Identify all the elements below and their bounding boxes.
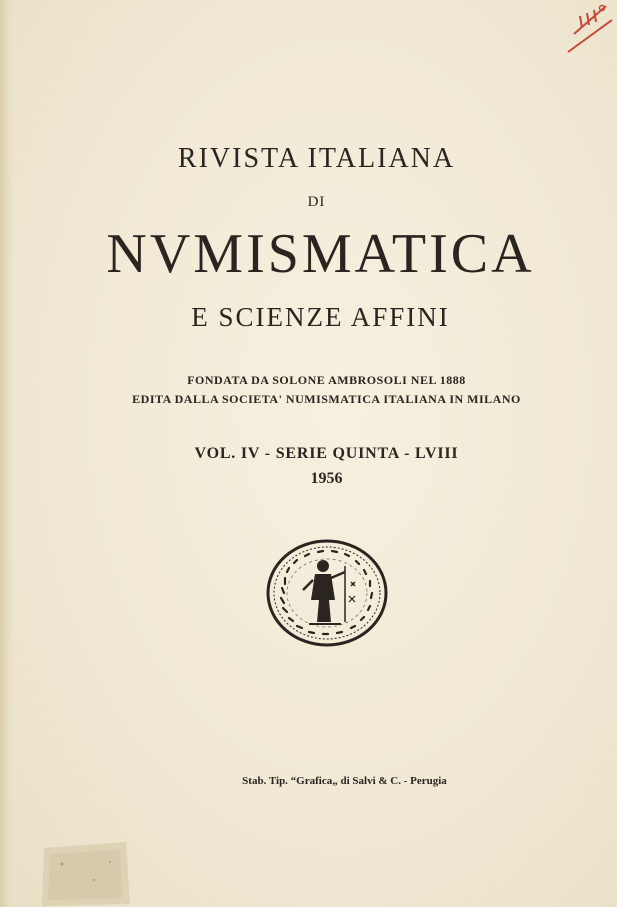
coin-emblem-icon [265,538,389,648]
year-line: 1956 [310,470,343,487]
title-line-di: DI [307,194,326,210]
title-line-scienze: E SCIENZE AFFINI [191,302,450,332]
paper-stain [40,840,132,907]
cover-edge [0,0,14,907]
publisher-line: EDITA DALLA SOCIETA' NUMISMATICA ITALIANA IN MILANO [132,392,521,406]
title-main: NVMISMATICA [106,223,535,285]
volume-line: VOL. IV - SERIE QUINTA - LVIII [194,445,459,462]
title-line-rivista: RIVISTA ITALIANA [177,143,456,174]
printer-imprint: Stab. Tip. “Grafica„ di Salvi & C. - Perugia [242,775,447,787]
founded-line: FONDATA DA SOLONE AMBROSOLI NEL 1888 [187,373,466,387]
handwritten-mark [566,0,617,56]
